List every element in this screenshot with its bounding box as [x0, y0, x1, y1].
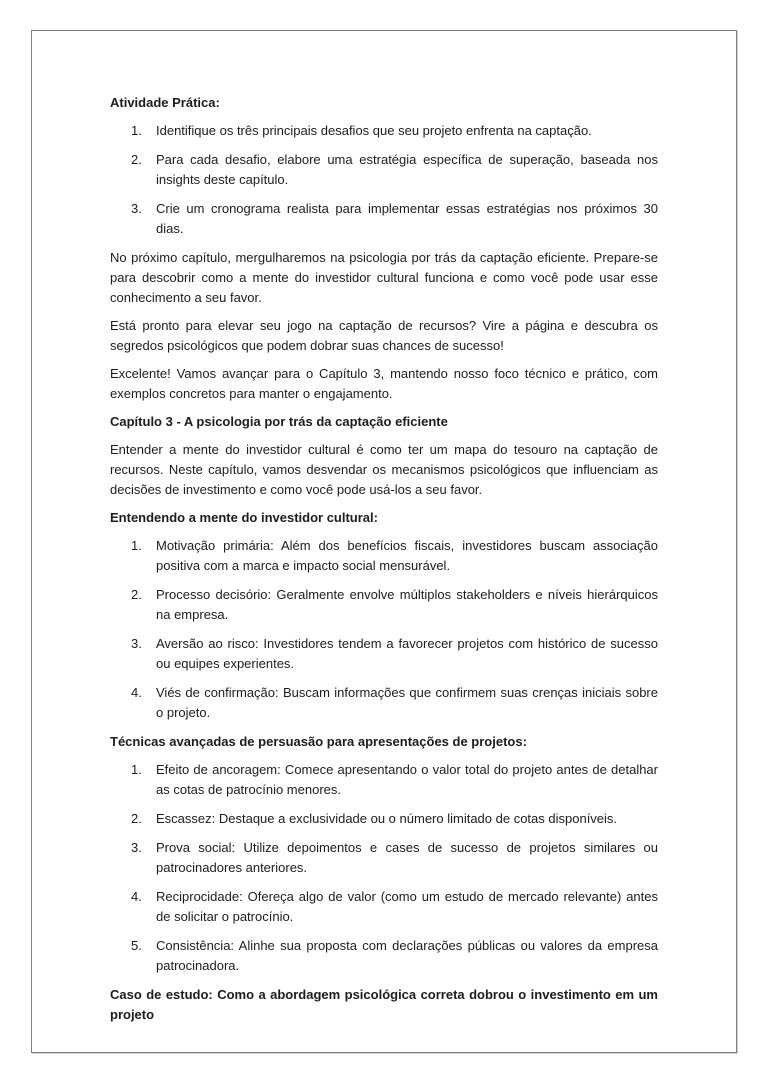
- list-item-number: 3.: [131, 840, 142, 855]
- list-item-number: 1.: [131, 538, 142, 553]
- list-item-text: Consistência: Alinhe sua proposta com declarações públicas ou valores da empresa patrocinadora.: [156, 938, 658, 973]
- list-item-number: 5.: [131, 938, 142, 953]
- list-item-number: 2.: [131, 811, 142, 826]
- list-item-number: 3.: [131, 636, 142, 651]
- chapter-intro-paragraph: Entender a mente do investidor cultural é como ter um mapa do tesouro na captação de recursos. Neste capítulo, vamos desvendar os mecanismos psicológicos que influenciam as decisões de investimento e como você pode usá-los a seu favor.: [110, 442, 658, 497]
- document-page: [31, 30, 737, 1053]
- list-item: [110, 150, 658, 190]
- techniques-list: [110, 760, 658, 976]
- list-item: [110, 536, 658, 576]
- list-item-text: Processo decisório: Geralmente envolve múltiplos stakeholders e níveis hierárquicos na empresa.: [156, 587, 658, 622]
- paragraph-next-chapter: No próximo capítulo, mergulharemos na psicologia por trás da captação eficiente. Prepare-se para descobrir como a mente do investidor cultural funciona e como você pode usar esse conhecimento a seu favor.: [110, 250, 658, 305]
- list-item: [110, 936, 658, 976]
- paragraph-excellent: Excelente! Vamos avançar para o Capítulo 3, mantendo nosso foco técnico e prático, com exemplos concretos para manter o engajamento.: [110, 366, 658, 401]
- list-item: [110, 199, 658, 239]
- list-item-text: Crie um cronograma realista para implementar essas estratégias nos próximos 30 dias.: [156, 201, 658, 236]
- mind-list: [110, 536, 658, 723]
- list-item: [110, 585, 658, 625]
- list-item-number: 4.: [131, 685, 142, 700]
- list-item-text: Para cada desafio, elabore uma estratégia específica de superação, baseada nos insights deste capítulo.: [156, 152, 658, 187]
- list-item-number: 1.: [131, 762, 142, 777]
- mind-heading: Entendendo a mente do investidor cultural:: [110, 510, 378, 525]
- list-item-number: 2.: [131, 152, 142, 167]
- list-item: [110, 760, 658, 800]
- list-item-text: Viés de confirmação: Buscam informações que confirmem suas crenças iniciais sobre o projeto.: [156, 685, 658, 720]
- list-item: [110, 809, 658, 829]
- list-item-number: 4.: [131, 889, 142, 904]
- list-item-number: 2.: [131, 587, 142, 602]
- list-item-number: 3.: [131, 201, 142, 216]
- list-item: [110, 121, 658, 141]
- paragraph-ready-question: Está pronto para elevar seu jogo na captação de recursos? Vire a página e descubra os segredos psicológicos que podem dobrar suas chances de sucesso!: [110, 318, 658, 353]
- list-item-text: Prova social: Utilize depoimentos e cases de sucesso de projetos similares ou patrocinadores anteriores.: [156, 840, 658, 875]
- list-item-text: Efeito de ancoragem: Comece apresentando o valor total do projeto antes de detalhar as cotas de patrocínio menores.: [156, 762, 658, 797]
- activity-list: [110, 121, 658, 239]
- list-item-text: Aversão ao risco: Investidores tendem a favorecer projetos com histórico de sucesso ou equipes experientes.: [156, 636, 658, 671]
- activity-heading: Atividade Prática:: [110, 95, 220, 110]
- list-item: [110, 634, 658, 674]
- list-item-text: Reciprocidade: Ofereça algo de valor (como um estudo de mercado relevante) antes de solicitar o patrocínio.: [156, 889, 658, 924]
- list-item-text: Identifique os três principais desafios que seu projeto enfrenta na captação.: [156, 123, 592, 138]
- list-item: [110, 838, 658, 878]
- case-study-heading: Caso de estudo: Como a abordagem psicológica correta dobrou o investimento em um projeto: [110, 987, 658, 1022]
- list-item-text: Motivação primária: Além dos benefícios fiscais, investidores buscam associação positiva com a marca e impacto social mensurável.: [156, 538, 658, 573]
- list-item: [110, 887, 658, 927]
- document-content: [110, 93, 658, 1033]
- list-item-number: 1.: [131, 123, 142, 138]
- list-item: [110, 683, 658, 723]
- chapter-heading: Capítulo 3 - A psicologia por trás da captação eficiente: [110, 414, 448, 429]
- list-item-text: Escassez: Destaque a exclusividade ou o número limitado de cotas disponíveis.: [156, 811, 618, 826]
- techniques-heading: Técnicas avançadas de persuasão para apresentações de projetos:: [110, 734, 527, 749]
